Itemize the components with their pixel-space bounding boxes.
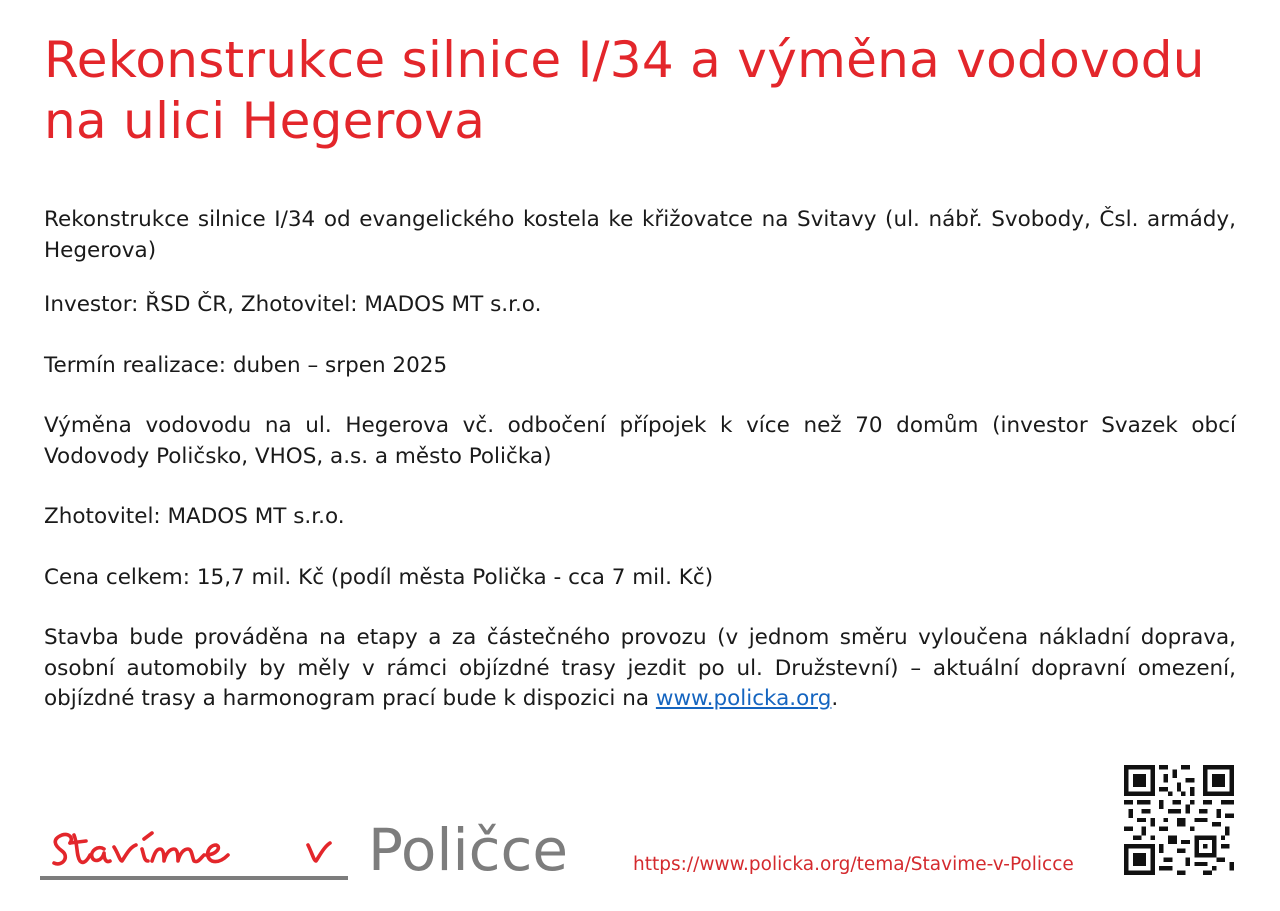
paragraph-water-main: Výměna vodovodu na ul. Hegerova vč. odbočení přípojek k více než 70 domům (investor Svazek obcí Vodovody Poličsko, VHOS, a.s. a město Polička) [44,413,1236,469]
qr-code-icon[interactable] [1124,765,1234,875]
paragraph-description: Rekonstrukce silnice I/34 od evangelického kostela ke křižovatce na Svitavy (ul. nábř. Svobody, Čsl. armády, Hegerova) [44,207,1236,263]
policka-link[interactable]: www.policka.org [655,686,832,711]
paragraph-investor: Investor: ŘSD ČR, Zhotovitel: MADOS MT s.r.o. [44,292,542,317]
paragraph-cost: Cena celkem: 15,7 mil. Kč (podíl města Polička - cca 7 mil. Kč) [44,564,714,590]
traffic-text-end: . [831,686,839,711]
paragraph-timeline: Termín realizace: duben – srpen 2025 [44,352,448,378]
logo-wordmark: Poličce [368,816,569,884]
logo-script-graphic [40,815,350,875]
page-title: Rekonstrukce silnice I/34 a výměna vodovodu na ulici Hegerova [44,31,1205,150]
footer-url[interactable]: https://www.policka.org/tema/Stavime-v-Policce [633,854,1074,875]
article-body [44,205,1236,745]
paragraph-traffic [44,623,1236,715]
paragraph-contractor: Zhotovitel: MADOS MT s.r.o. [44,504,345,529]
traffic-text: Stavba bude prováděna na etapy a za částečného provozu (v jednom směru vyloučena nákladní doprava, osobní automobily by měly v rámci objízdné trasy jezdit po ul. Družstevní) – aktuální dopravní omezení, objízdné trasy a harmonogram prací bude k dispozici na [44,625,1236,711]
stavime-v-policce-logo [40,815,569,885]
logo-underline [40,876,348,880]
